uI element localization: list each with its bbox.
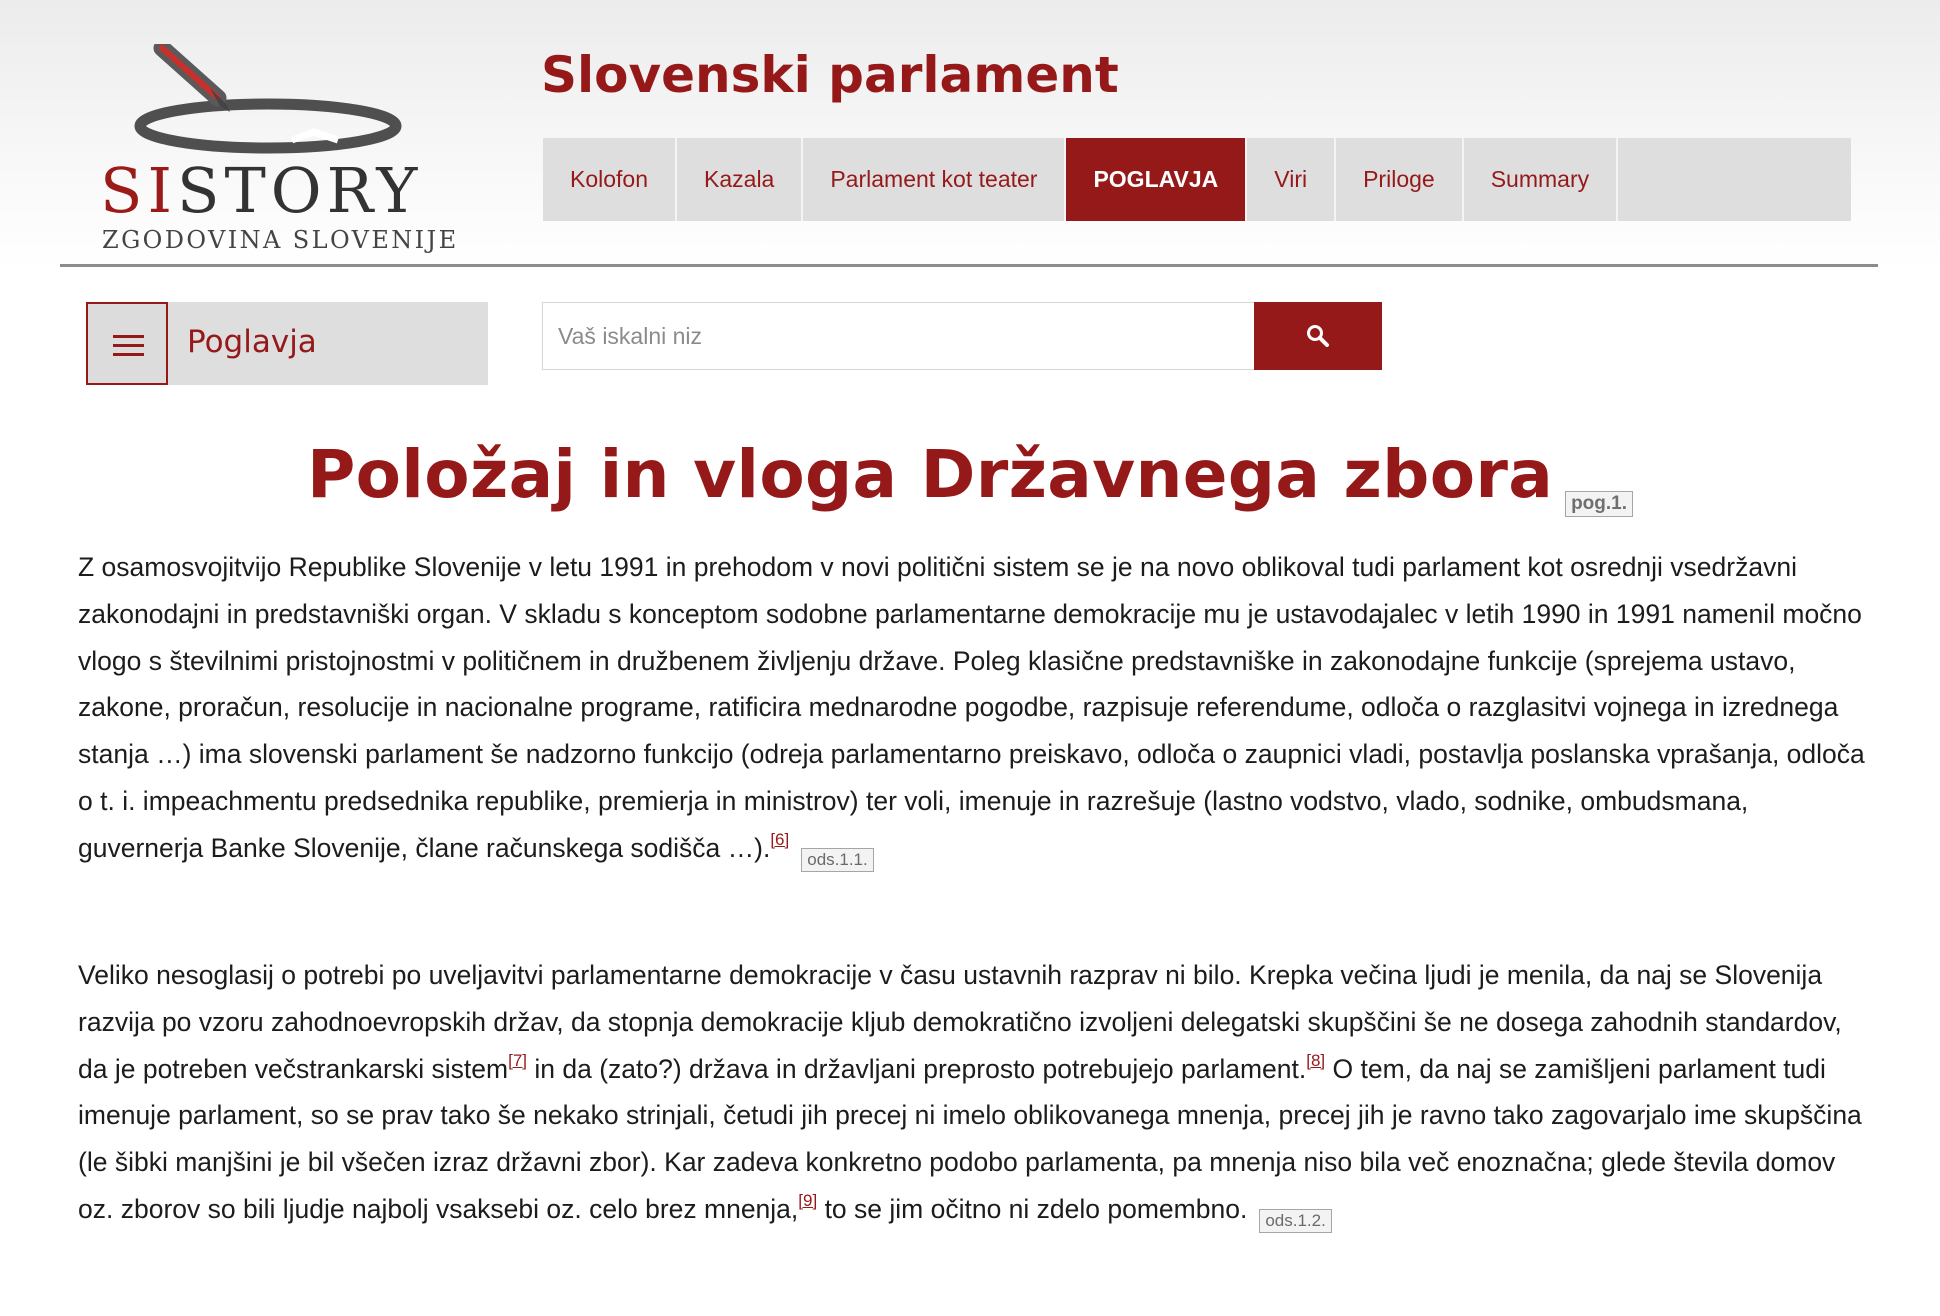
nav-tab-poglavja[interactable]: POGLAVJA (1066, 138, 1247, 221)
logo-subtitle: ZGODOVINA SLOVENIJE (102, 226, 459, 254)
article-paragraph-2 (78, 952, 1878, 1233)
chapter-marker[interactable]: pog.1. (1565, 491, 1633, 517)
header-divider (60, 264, 1878, 267)
paragraph-marker-1-2[interactable]: ods.1.2. (1259, 1209, 1332, 1233)
chapters-menu-label: Poglavja (187, 324, 317, 360)
sistory-logo[interactable] (92, 44, 459, 264)
article-paragraph-1 (78, 544, 1878, 872)
footnote-link-7[interactable]: [7] (508, 1050, 527, 1070)
footnote-link-9[interactable]: [9] (798, 1190, 818, 1210)
paragraph-2-text-part-1: Veliko nesoglasij o potrebi po uveljavitvi parlamentarne demokracije v času ustavnih razprav ni bilo. Krepka večina ljudi je menila, da naj se Slovenija razvija po vzoru zahodnoevropskih držav, da stopnja demokracije kljub demokratično izvoljeni delegatski skupščini še ne dosega zahodnih standardov, da je potreben večstrankarski sistem (78, 960, 1842, 1084)
hamburger-menu-icon[interactable] (86, 302, 168, 385)
search-button[interactable] (1254, 302, 1382, 370)
search-icon (1306, 324, 1330, 348)
nav-tab-parlament-kot-teater[interactable]: Parlament kot teater (803, 138, 1066, 221)
logo-wordmark (100, 154, 423, 227)
paragraph-2-text-part-4: to se jim očitno ni zdelo pomembno. (817, 1193, 1248, 1224)
paragraph-1-text: Z osamosvojitvijo Republike Slovenije v letu 1991 in prehodom v novi politični sistem se je na novo oblikoval tudi parlament kot osrednji vsedržavni zakonodajni in predstavniški organ. V skladu s konceptom sodobne parlamentarne demokracije mu je ustavodajalec v letih 1990 in 1991 namenil močno vlogo s številnimi pristojnostmi v političnem in družbenem življenju države. Poleg klasične predstavniške in zakonodajne funkcije (sprejema ustavo, zakone, proračun, resolucije in nacionalne programe, ratificira mednarodne pogodbe, razpisuje referendume, odloča o razglasitvi vojnega in izrednega stanja …) ima slovenski parlament še nadzorno funkcijo (odreja parlamentarno preiskavo, odloča o zaupnici vladi, postavlja poslanska vprašanja, odloča o t. i. impeachmentu predsednika republike, premierja in ministrov) ter voli, imenuje in razrešuje (lastno vodstvo, vlado, sodnike, ombudsmana, guvernerja Banke Slovenije, člane računskega sodišča …). (78, 552, 1865, 863)
logo-wordmark-accent: SI (100, 154, 177, 227)
footnote-link-8[interactable]: [8] (1306, 1050, 1326, 1070)
main-nav (543, 138, 1851, 221)
article-title: Položaj in vloga Državnega zbora (306, 436, 1554, 513)
paragraph-2-text-part-2: in da (zato?) država in državljani preprosto potrebujejo parlament. (527, 1053, 1307, 1084)
chapters-menu-button[interactable] (86, 302, 488, 385)
nav-tab-kazala[interactable]: Kazala (677, 138, 803, 221)
logo-pen-icon (92, 44, 444, 164)
site-title[interactable]: Slovenski parlament (541, 46, 1119, 104)
paragraph-2-text-part-3: O tem, da naj se zamišljeni parlament tudi imenuje parlament, so se prav tako še nekako strinjali, četudi jih precej ni imelo oblikovanega mnenja, precej jih je ravno tako zagovarjalo ime skupščina (le šibki manjšini je bil všečen izraz državni zbor). Kar zadeva konkretno podobo parlamenta, pa mnenja niso bila več enoznačna; glede števila domov oz. zborov so bili ljudje najbolj vsaksebi oz. celo brez mnenja, (78, 1053, 1862, 1224)
paragraph-marker-1-1[interactable]: ods.1.1. (801, 848, 874, 872)
nav-tab-viri[interactable]: Viri (1247, 138, 1336, 221)
nav-tab-summary[interactable]: Summary (1464, 138, 1618, 221)
nav-tab-priloge[interactable]: Priloge (1336, 138, 1464, 221)
article-title-wrap (0, 436, 1940, 517)
footnote-link-6[interactable]: [6] (770, 829, 790, 849)
search-input[interactable] (542, 302, 1256, 370)
logo-wordmark-rest: STORY (176, 154, 423, 227)
nav-tab-kolofon[interactable]: Kolofon (543, 138, 677, 221)
